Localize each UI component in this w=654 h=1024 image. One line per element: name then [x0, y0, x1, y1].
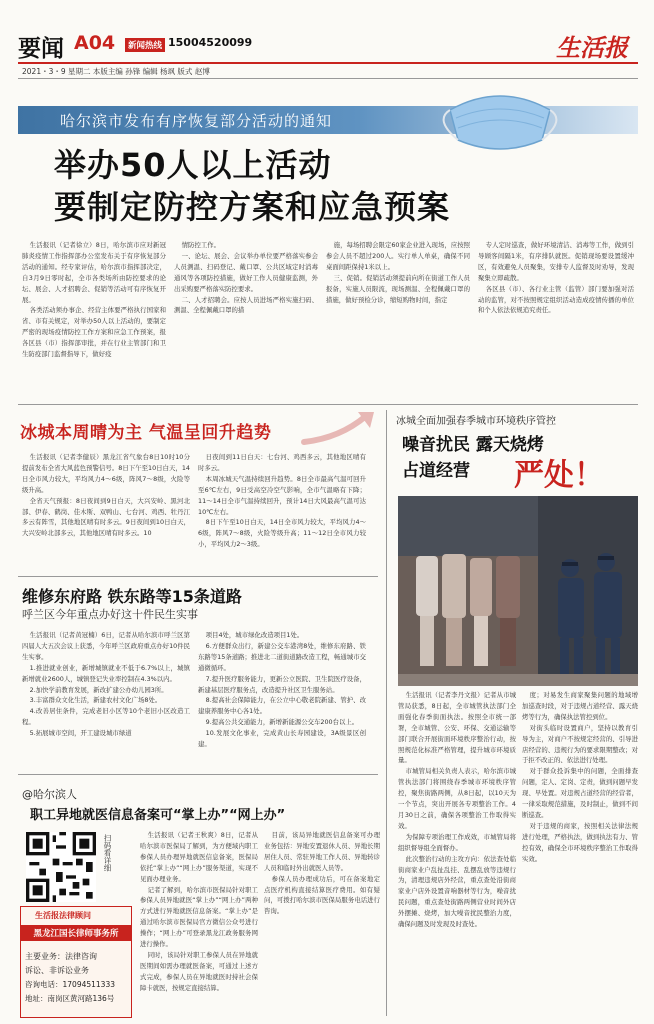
lead-paragraph: 生活报讯（记者徐立）8日，哈尔滨市应对新冠肺炎疫情工作指挥部办公室发布关于有序恢复部分活动的通知。经专家评估，哈尔滨市指挥部决定，自3月9日零时起，全市各类场所由防控要求的论坛、展会、人才招聘会、促销等活动可有序恢复开展。: [22, 241, 166, 304]
weather-column-2: [198, 452, 366, 570]
hotline-number: 15004520099: [168, 36, 253, 49]
district-paragraph: 10.发展文化事业，完成黄山长寿园建设，3A级景区创建。: [198, 729, 366, 749]
noise-paragraph: 生活报讯（记者李丹文报）记者从市城管局获悉，8日起，全市城管执法部门全面强化春季街面执法。按照全市统一部署，全市城管、公安、环保、交通运输等部门联合开展街面环境秩序整治行动，按照规范化标准严格管理，提升城市环境质量。: [398, 691, 516, 765]
weather-paragraph: 生活报讯（记者李健辰）黑龙江省气象台8日10时10分提前发布全省大风蓝色预警信号。8日下午至10日白天，14日全市风力较大，平均风力4～6级，阵风7～8级，火险等级升高。: [22, 453, 190, 494]
lead-banner-text: 哈尔滨市发布有序恢复部分活动的通知: [60, 112, 333, 130]
district-paragraph: 生活报讯（记者黄冠楠）6日，记者从哈尔滨市呼兰区第四届人大五次会议上获悉，今年呼兰区政府重点办好10件民生实事。: [22, 631, 190, 661]
district-paragraph: 4.改善居住条件，完成老旧小区等10个老旧小区改造工程。: [22, 707, 190, 727]
district-paragraph: 7.提升医疗服务能力，更新公立医院、卫生院医疗设备，新建基层医疗服务点，改造提升社区卫生服务站。: [198, 674, 366, 694]
lead-paragraph: 情防控工作。: [181, 241, 221, 249]
weather-paragraph: 8日下午至10日白天，14日全市风力较大，平均风力4～6级，阵风7～8级，火险等级升高；11～12日全市风力较小，平均风力2～3级。: [198, 518, 366, 549]
ad-org: 黑龙江国长律师事务所: [21, 925, 131, 941]
lead-column-4: [478, 240, 634, 400]
insurance-tag: @哈尔滨人: [22, 788, 77, 801]
ad-line: 主要业务：法律咨询: [25, 952, 97, 961]
noise-paragraph: 为保障专项治理工作成效，市城管局将组织督导组全面督办。: [398, 832, 516, 852]
noise-title-line2: 占道经营: [402, 461, 470, 481]
lead-column-2: [174, 240, 318, 400]
noise-paragraph: 市城管局相关负责人表示，哈尔滨市城管执法部门将围绕春季城市环境秩序管控，聚焦街路两侧，从8日起，以10天为一个节点，突出开展各专项整治工作。4月30日之前，确保各项整治工作取得实效。: [398, 767, 516, 830]
district-subtitle: 呼兰区今年重点办好这十件民生实事: [22, 608, 198, 621]
weather-paragraph: 日夜间到11日白天：七台河、鸡西多云，其他地区晴有时多云。: [198, 453, 366, 472]
lead-paragraph: 三、促销。促销活动须提前向所在街道工作人员报备，实施人员限流，现场测温、全程佩戴口罩的措施，做好预检分诊，缩短购物时间，指定: [326, 273, 470, 304]
ad-phone: 咨询电话：17094511333: [25, 980, 115, 989]
law-ad-box: [20, 906, 132, 1018]
insurance-column-2: [264, 830, 380, 1020]
noise-title-line1: 噪音扰民 露天烧烤: [402, 435, 544, 455]
weather-title: 冰城本周晴为主 气温呈回升趋势: [20, 423, 272, 443]
lead-title-line2: 要制定防控方案和应急预案: [54, 188, 451, 226]
noise-paragraph: 此次整治行动的主攻方向：依法查处临街商家业户乱扯乱挂、乱摆乱放等违规行为，清理违规店外经营，重点查处沿街商家业户店外设置音响器材等行为，噪音扰民问题，重点查处街路两侧营业时间外店外摆摊、烧烤，加大噪音扰民整治力度，确保问题及时发现及时查处。: [398, 854, 516, 929]
rising-arrow-icon: [300, 408, 380, 448]
lead-paragraph: 专人定时巡查，做好环境清洁、消毒等工作，做到引导顾客间隔1米，有序排队就医。促销现场要设置缓冲区，有效避免人员聚集，安排专人监督及时劝导，发现聚集立即疏散。: [478, 241, 634, 282]
insurance-column-1: [140, 830, 258, 1020]
insurance-title: 职工异地就医信息备案可“掌上办”“网上办”: [30, 808, 286, 823]
date-line: 2021・3・9 星期二 本版主编 孙锋 编辑 杨飒 版式 赵博: [22, 67, 210, 76]
noise-kicker: 冰城全面加强春季城市环境秩序管控: [396, 416, 556, 427]
insurance-paragraph: 生活报讯（记者王秋爽）8日，记者从哈尔滨市医保局了解到，为方便域内职工参保人员办理异地就医信息备案，医保局依托“掌上办”“网上办”服务渠道，实现不见面办理业务。: [140, 831, 258, 883]
weather-column-1: [22, 452, 190, 570]
district-title: 维修东府路 铁东路等15条道路: [22, 587, 242, 606]
insurance-paragraph: 同时，该局针对职工参保人员在异地就医期间如需办理就医备案，可通过上述方式完成，参保人员在异地就医时持社会保障卡就医，按规定直接结算。: [140, 950, 258, 992]
noise-paragraph: 对于群众投诉集中的问题，全面排查问题，定人、定岗、定责，做到问题早发现、早处置。对违规占道经营的经营者，一律采取规范措施，及时制止，做到不间断巡查。: [522, 767, 638, 819]
district-paragraph: 9.提高公共交通能力，新增新能源公交车200台以上。: [205, 718, 359, 727]
lead-column-1: [22, 240, 166, 400]
section-title: 要闻: [18, 35, 64, 62]
noise-paragraph: 对街头临时设置商户，坚持以教育引导为主，对商户不按规定经营的、引导进店经营的、违规行为的要求限期整改；对于拒不改正的、依法进行处理。: [522, 723, 638, 765]
qr-code[interactable]: [26, 832, 96, 902]
enforcement-photo: [398, 496, 638, 686]
ad-title: 生活报法律顾问: [35, 911, 91, 920]
insurance-paragraph: 参保人员办理成功后，可在备案地定点医疗机构直接结算医疗费用。如有疑问，可拨打哈尔滨市医保局服务电话进行咨询。: [264, 874, 380, 916]
weather-paragraph: 本周冰城天气温持续回升趋势。8日全市最高气温可回升至6℃左右，9日受高空冷空气影响，全市气温略有下降；11～14日全市气温持续回升，预计14日大风最高气温可达10℃左右。: [198, 474, 366, 516]
lead-title-line1: 举办50人以上活动: [54, 146, 332, 184]
district-column-1: [22, 630, 190, 770]
district-column-2: [198, 630, 366, 770]
noise-column-1: [398, 690, 516, 1020]
district-paragraph: 项目4处，城市绿化改造项目1处。: [205, 631, 304, 639]
hotline-label: 新闻热线: [125, 38, 165, 52]
district-paragraph: 8.提高社会保障能力，在公立中心敬老院新建、管护、改建康养服务中心各1处。: [198, 696, 366, 716]
lead-paragraph: 各区县（市）、各行业主管（监管）部门要加强对活动的监管，对不按照规定组织活动造成疫情传播的单位和个人依法依规追究责任。: [478, 284, 634, 315]
ad-line: 诉讼、非诉讼业务: [25, 966, 89, 975]
insurance-paragraph: 记者了解到，哈尔滨市医保局针对职工参保人员异地就医“掌上办”“网上办”两种方式进行异地就医信息备案。“掌上办”是通过哈尔滨市医保局官方微信公众号进行操作；“网上办”可登录黑龙江政务服务网进行操作。: [140, 885, 258, 949]
district-paragraph: 6.方便群众出行，新建公交车港湾8处，维修东府路、铁东路等15条道路；推进北二道街道路改造工程，畅通城市交通微循环。: [198, 641, 366, 672]
ad-address: 地址：南岗区黄河路136号: [25, 994, 115, 1003]
masthead-rule: [18, 62, 638, 64]
district-paragraph: 2.加快学前教育发展，新改扩建公办幼儿园3所。: [29, 685, 168, 694]
page-code: A04: [74, 32, 116, 54]
lead-paragraph: 各类活动须办事企、经营主体要严格执行国家和省、市有关规定，对举办50人以上活动的，要制定严密的现场疫情防控工作方案和应急工作预案，报各区县（市）指挥部审批，并在行业主管部门和卫生防疫部门监督指导下，做好疫: [22, 306, 166, 359]
lead-paragraph: 一、论坛、展会、会议举办单位要严格落实参会人员测温、扫码登记、戴口罩、公共区域定时消毒通风等各项防控措施，做好工作人员健康监测，外出采购要严格落实防控要求。: [174, 251, 318, 293]
insurance-paragraph: 目前，该局异地就医信息备案可办理业务包括：异地安置退休人员、异地长期居住人员、常驻异地工作人员、异地转诊人员和临时外出就医人员等。: [264, 831, 380, 872]
noise-column-2: [522, 690, 638, 1020]
noise-paragraph: 对于违规的商家，按照相关法律法规进行处理，严格执法，做到执法有力、管控有效，确保全市环境秩序整治工作取得实效。: [522, 821, 638, 863]
qr-caption: 扫码看详细: [103, 834, 112, 872]
noise-paragraph: 度；对易发生商家聚集问题的地域增加巡查时段，对于违规占道经营、露天烧烤等行为，确保执法管控到位。: [522, 691, 638, 721]
lead-paragraph: 二、人才招聘会。应按人员进场严格实施扫码、测温、全程佩戴口罩的措: [174, 295, 318, 315]
lead-paragraph: 施，每场招聘会限定60家企业进入现场，应按照参会人员不超过200人。实行单人单桌，确保不同桌面间距保持1米以上。: [326, 241, 470, 271]
weather-paragraph: 全省天气预报：8日夜间到9日白天，大兴安岭、黑河北部、伊春、鹤岗、佳木斯、双鸭山、七台河、鸡西、牡丹江多云有阵雪，其他地区晴有时多云。9日夜间到10日白天，大兴安岭北部多云，其他地区晴有时多云。10: [22, 496, 190, 538]
district-paragraph: 5.拓展城市空间，开工建设城市绿道: [29, 729, 132, 738]
newspaper-logo: 生活报: [556, 33, 628, 62]
lead-column-3: [326, 240, 470, 400]
face-mask-illustration: [430, 82, 570, 162]
noise-title-big: 严处！: [514, 458, 604, 493]
district-paragraph: 3.丰富群众文化生活，新建农村文化广场8处。: [29, 696, 162, 705]
district-paragraph: 1.推进就业创业，新增城镇就业不低于6.7%以上，城镇新增就业2600人，城镇登记失业率控制在4.3%以内。: [22, 663, 190, 683]
